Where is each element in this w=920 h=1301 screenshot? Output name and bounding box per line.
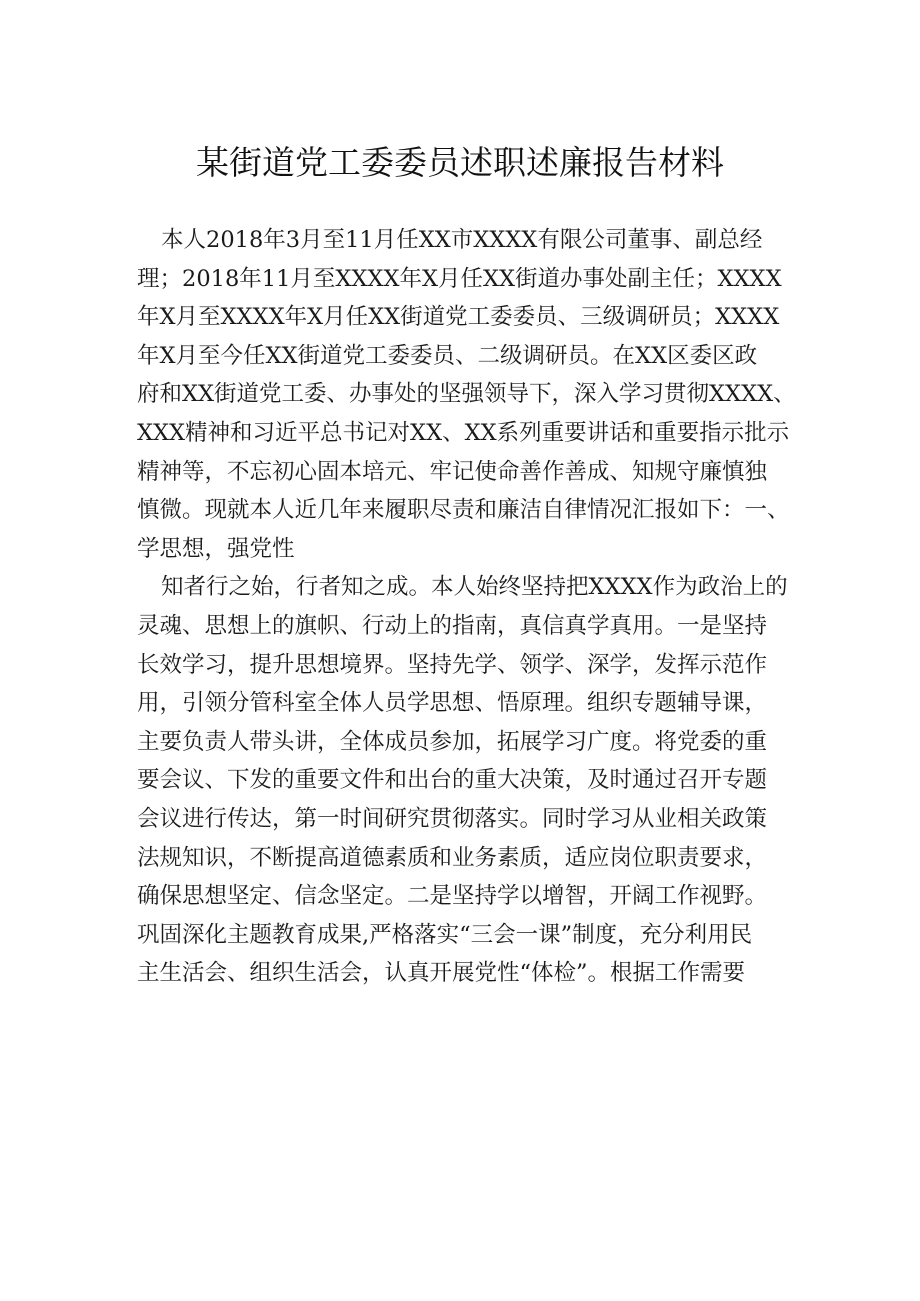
text-line: 确保思想坚定、信念坚定。二是坚持学以增智，开阔工作视野。 — [137, 883, 768, 910]
text-line: 知者行之始，行者知之成。本人始终坚持把XXXX作为政治上的 — [161, 574, 788, 601]
text-line: 主生活会、组织生活会，认真开展党性“体检”。根据工作需要 — [137, 960, 746, 987]
text-line: 会议进行传达，第一时间研究贯彻落实。同时学习从业相关政策 — [137, 805, 768, 832]
paragraph-intro — [137, 221, 827, 568]
text-line: 年X月至XXXX年X月任XX街道党工委委员、三级调研员；XXXX — [137, 304, 780, 331]
text-line: 学思想，强党性 — [137, 535, 295, 562]
text-line: 法规知识，不断提高道德素质和业务素质，适应岗位职责要求， — [137, 844, 768, 871]
text-line: 理；2018年11月至XXXX年X月任XX街道办事处副主任；XXXX — [137, 265, 782, 292]
document-title: 某街道党工委委员述职述廉报告材料 — [196, 143, 724, 182]
text-line: 巩固深化主题教育成果,严格落实“三会一课”制度，充分利用民 — [137, 921, 753, 948]
text-line: 灵魂、思想上的旗帜、行动上的指南，真信真学真用。一是坚持 — [137, 612, 768, 639]
text-line: 用，引领分管科室全体人员学思想、悟原理。组织专题辅导课， — [137, 690, 768, 717]
text-line: 年X月至今任XX街道党工委委员、二级调研员。在XX区委区政 — [137, 342, 758, 369]
text-line: 府和XX街道党工委、办事处的坚强领导下，深入学习贯彻XXXX、 — [137, 381, 796, 408]
text-line: 慎微。现就本人近几年来履职尽责和廉洁自律情况汇报如下：一、 — [137, 497, 790, 524]
paragraph-study-thought — [137, 568, 827, 993]
text-line: 要会议、下发的重要文件和出台的重大决策，及时通过召开专题 — [137, 767, 768, 794]
document-body — [137, 221, 827, 993]
text-line: 主要负责人带头讲，全体成员参加，拓展学习广度。将党委的重 — [137, 728, 768, 755]
text-line: 精神等，不忘初心固本培元、牢记使命善作善成、知规守廉慎独 — [137, 458, 768, 485]
text-line: 长效学习，提升思想境界。坚持先学、领学、深学，发挥示范作 — [137, 651, 768, 678]
text-line: 本人2018年3月至11月任XX市XXXX有限公司董事、副总经 — [161, 227, 763, 253]
text-line: XXX精神和习近平总书记对XX、XX系列重要讲话和重要指示批示 — [137, 419, 790, 446]
